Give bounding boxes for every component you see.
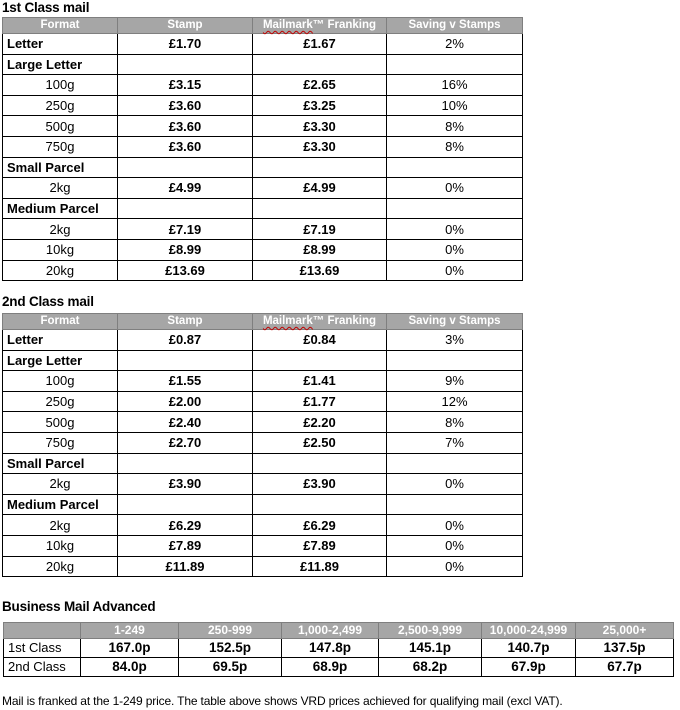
saving-cell: 8%	[387, 116, 523, 137]
format-cell: 500g	[3, 116, 118, 137]
stamp-price-cell: £0.87	[118, 330, 253, 351]
saving-cell	[387, 54, 523, 75]
stamp-price-cell	[118, 157, 253, 178]
saving-cell: 0%	[387, 474, 523, 495]
header-saving: Saving v Stamps	[387, 18, 523, 34]
stamp-price-cell	[118, 350, 253, 371]
format-cell: 2kg	[3, 219, 118, 240]
stamp-price-cell	[118, 198, 253, 219]
header-band-250-999: 250-999	[179, 623, 282, 639]
second-class-table	[2, 313, 523, 577]
saving-cell	[387, 494, 523, 515]
franking-price-cell: £4.99	[253, 178, 387, 199]
header-mailmark-word: Mailmark	[262, 19, 313, 31]
table-row	[3, 260, 523, 281]
stamp-price-cell: £7.19	[118, 219, 253, 240]
table-row	[4, 639, 674, 658]
format-cell: Medium Parcel	[3, 494, 118, 515]
table-header-row	[4, 623, 674, 639]
stamp-price-cell	[118, 494, 253, 515]
header-class	[4, 623, 81, 639]
business-mail-table	[3, 622, 674, 677]
franking-price-cell: £1.67	[253, 34, 387, 55]
price-cell: 67.7p	[576, 658, 674, 677]
franking-price-cell: £3.30	[253, 116, 387, 137]
franking-price-cell: £8.99	[253, 239, 387, 260]
stamp-price-cell: £2.00	[118, 391, 253, 412]
price-cell: 137.5p	[576, 639, 674, 658]
table-row	[3, 330, 523, 351]
franking-price-cell: £2.65	[253, 75, 387, 96]
table-row	[3, 75, 523, 96]
header-format: Format	[3, 18, 118, 34]
franking-price-cell	[253, 54, 387, 75]
table-row	[3, 556, 523, 577]
saving-cell: 0%	[387, 219, 523, 240]
first-class-heading: 1st Class mail	[2, 0, 90, 15]
stamp-price-cell	[118, 453, 253, 474]
stamp-price-cell: £3.15	[118, 75, 253, 96]
price-cell: 167.0p	[81, 639, 179, 658]
format-cell: 100g	[3, 75, 118, 96]
table-header-row	[3, 18, 523, 34]
franking-price-cell: £1.77	[253, 391, 387, 412]
table-row	[3, 432, 523, 453]
header-band-25000-plus: 25,000+	[576, 623, 674, 639]
saving-cell: 8%	[387, 136, 523, 157]
table-row	[3, 515, 523, 536]
header-stamp: Stamp	[118, 314, 253, 330]
format-cell: 20kg	[3, 260, 118, 281]
table-row	[3, 219, 523, 240]
saving-cell: 0%	[387, 239, 523, 260]
header-saving: Saving v Stamps	[387, 314, 523, 330]
saving-cell: 16%	[387, 75, 523, 96]
class-label: 2nd Class	[4, 658, 81, 677]
franking-price-cell: £3.25	[253, 95, 387, 116]
table-row	[3, 494, 523, 515]
first-class-table	[2, 17, 523, 281]
format-cell: 2kg	[3, 474, 118, 495]
table-row	[3, 116, 523, 137]
price-cell: 68.9p	[282, 658, 379, 677]
format-cell: 100g	[3, 371, 118, 392]
stamp-price-cell: £1.70	[118, 34, 253, 55]
saving-cell: 7%	[387, 432, 523, 453]
franking-price-cell	[253, 157, 387, 178]
table-row	[3, 178, 523, 199]
saving-cell: 0%	[387, 535, 523, 556]
saving-cell	[387, 453, 523, 474]
franking-price-cell: £2.50	[253, 432, 387, 453]
header-format: Format	[3, 314, 118, 330]
table-row	[3, 239, 523, 260]
format-cell: 250g	[3, 95, 118, 116]
header-franking-suffix: ™ Franking	[312, 315, 377, 327]
stamp-price-cell: £2.70	[118, 432, 253, 453]
format-cell: 20kg	[3, 556, 118, 577]
stamp-price-cell: £11.89	[118, 556, 253, 577]
header-franking-suffix: ™ Franking	[312, 19, 377, 31]
table-row	[3, 371, 523, 392]
saving-cell: 3%	[387, 330, 523, 351]
stamp-price-cell: £3.90	[118, 474, 253, 495]
format-cell: 2kg	[3, 515, 118, 536]
table-row	[4, 658, 674, 677]
price-cell: 152.5p	[179, 639, 282, 658]
stamp-price-cell: £1.55	[118, 371, 253, 392]
franking-price-cell	[253, 350, 387, 371]
format-cell: Large Letter	[3, 350, 118, 371]
format-cell: 2kg	[3, 178, 118, 199]
saving-cell: 0%	[387, 260, 523, 281]
saving-cell: 0%	[387, 556, 523, 577]
table-row	[3, 350, 523, 371]
saving-cell	[387, 350, 523, 371]
franking-price-cell: £3.30	[253, 136, 387, 157]
header-franking	[253, 18, 387, 34]
franking-price-cell	[253, 453, 387, 474]
stamp-price-cell: £2.40	[118, 412, 253, 433]
franking-price-cell: £13.69	[253, 260, 387, 281]
stamp-price-cell: £6.29	[118, 515, 253, 536]
format-cell: 10kg	[3, 239, 118, 260]
stamp-price-cell: £13.69	[118, 260, 253, 281]
header-franking	[253, 314, 387, 330]
format-cell: 250g	[3, 391, 118, 412]
stamp-price-cell: £3.60	[118, 95, 253, 116]
franking-price-cell: £11.89	[253, 556, 387, 577]
second-class-heading: 2nd Class mail	[2, 294, 94, 309]
table-row	[3, 157, 523, 178]
saving-cell: 9%	[387, 371, 523, 392]
franking-price-cell: £3.90	[253, 474, 387, 495]
header-band-1-249: 1-249	[81, 623, 179, 639]
saving-cell	[387, 198, 523, 219]
stamp-price-cell: £4.99	[118, 178, 253, 199]
class-label: 1st Class	[4, 639, 81, 658]
table-row	[3, 54, 523, 75]
header-mailmark-word: Mailmark	[262, 315, 313, 327]
format-cell: 750g	[3, 136, 118, 157]
format-cell: Letter	[3, 330, 118, 351]
price-cell: 67.9p	[482, 658, 576, 677]
table-row	[3, 453, 523, 474]
saving-cell: 0%	[387, 515, 523, 536]
price-cell: 69.5p	[179, 658, 282, 677]
franking-price-cell	[253, 198, 387, 219]
table-row	[3, 474, 523, 495]
format-cell: Large Letter	[3, 54, 118, 75]
table-header-row	[3, 314, 523, 330]
stamp-price-cell: £8.99	[118, 239, 253, 260]
stamp-price-cell: £3.60	[118, 116, 253, 137]
franking-price-cell: £2.20	[253, 412, 387, 433]
format-cell: Small Parcel	[3, 453, 118, 474]
saving-cell: 10%	[387, 95, 523, 116]
franking-price-cell: £7.19	[253, 219, 387, 240]
price-cell: 84.0p	[81, 658, 179, 677]
saving-cell: 12%	[387, 391, 523, 412]
format-cell: Medium Parcel	[3, 198, 118, 219]
table-row	[3, 535, 523, 556]
saving-cell: 2%	[387, 34, 523, 55]
franking-price-cell: £7.89	[253, 535, 387, 556]
format-cell: 750g	[3, 432, 118, 453]
stamp-price-cell: £3.60	[118, 136, 253, 157]
saving-cell: 0%	[387, 178, 523, 199]
format-cell: Small Parcel	[3, 157, 118, 178]
price-cell: 147.8p	[282, 639, 379, 658]
header-band-2500-9999: 2,500-9,999	[379, 623, 482, 639]
franking-price-cell: £0.84	[253, 330, 387, 351]
franking-price-cell: £1.41	[253, 371, 387, 392]
stamp-price-cell	[118, 54, 253, 75]
header-band-10000-24999: 10,000-24,999	[482, 623, 576, 639]
business-mail-heading: Business Mail Advanced	[2, 599, 156, 614]
header-band-1000-2499: 1,000-2,499	[282, 623, 379, 639]
franking-price-cell	[253, 494, 387, 515]
format-cell: 10kg	[3, 535, 118, 556]
header-stamp: Stamp	[118, 18, 253, 34]
format-cell: Letter	[3, 34, 118, 55]
stamp-price-cell: £7.89	[118, 535, 253, 556]
footnote: Mail is franked at the 1-249 price. The table above shows VRD prices achieved for qualifying mail (excl VAT).	[2, 694, 563, 708]
table-row	[3, 136, 523, 157]
price-cell: 140.7p	[482, 639, 576, 658]
saving-cell: 8%	[387, 412, 523, 433]
format-cell: 500g	[3, 412, 118, 433]
table-row	[3, 198, 523, 219]
franking-price-cell: £6.29	[253, 515, 387, 536]
table-row	[3, 34, 523, 55]
table-row	[3, 95, 523, 116]
saving-cell	[387, 157, 523, 178]
table-row	[3, 391, 523, 412]
price-cell: 145.1p	[379, 639, 482, 658]
price-cell: 68.2p	[379, 658, 482, 677]
table-row	[3, 412, 523, 433]
